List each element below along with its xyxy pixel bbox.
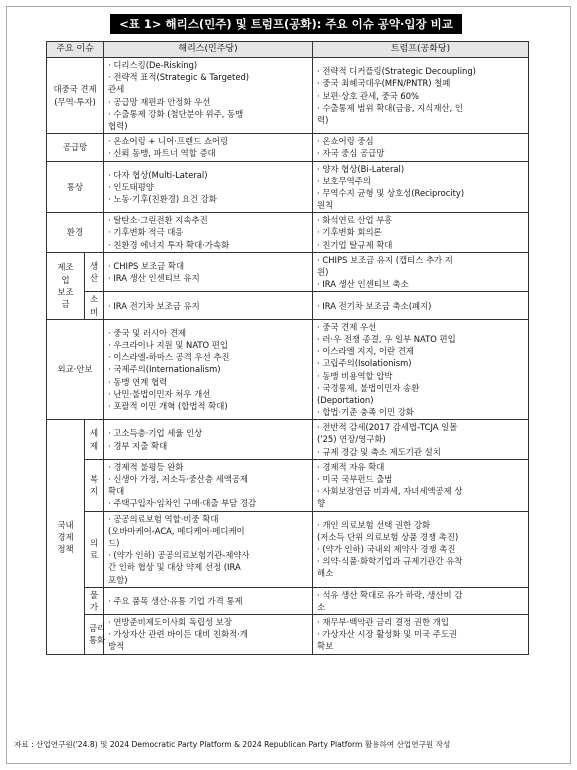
label-mfg-production (85, 252, 104, 292)
cell-line: · 재무부·백악관 금리 결정 권한 개입 (317, 617, 449, 628)
cell-line: 국내 (57, 519, 74, 530)
harris-supply (104, 134, 313, 161)
cell-line: · 신뢰 동맹, 파트너 역할 증대 (108, 148, 216, 159)
cell-line: · 보편·상호 관세, 중국 60% (317, 90, 419, 101)
cell-line: · 가상자산 시장 활성화 및 미국 주도권 (317, 629, 458, 640)
cell-line: · 온쇼어링 중심 (317, 136, 374, 147)
label-medical: 의료 (85, 511, 104, 587)
header-trump: 트럼프(공화당) (313, 42, 529, 58)
cell-line: 통화 (89, 635, 106, 646)
cell-line: 환경 (66, 227, 84, 238)
cell-line: · 무역수지 균형 및 상호성(Reciprocity) (317, 187, 465, 198)
cell-line: · 석유 생산 확대로 유가 하락, 생산비 감 (317, 589, 463, 600)
cell-line: 산 (89, 273, 99, 284)
trump-mfg-production (313, 252, 529, 292)
cell-line: · 포괄적 이민 개혁 (합법적 확대) (108, 401, 228, 412)
cell-line: 원칙 (317, 200, 334, 211)
row-security (47, 319, 529, 420)
harris-mfg-production (104, 252, 313, 292)
cell-line: · 탈탄소·그린전환 지속추진 (108, 215, 208, 226)
trump-finance (313, 615, 529, 655)
header-issue: 주요 이슈 (47, 42, 104, 58)
row-env (47, 213, 529, 253)
cell-line: · IRA 전기차 보조금 유지 (108, 300, 200, 311)
label-supply (47, 134, 104, 161)
cell-line: · IRA 전기차 보조금 축소(폐지) (317, 300, 432, 311)
cell-line: · 양자 협상(Bi-Lateral) (317, 163, 405, 174)
harris-prices (104, 587, 313, 614)
cell-line: (저소득 단위 의료보험 상품 경쟁 촉진) (317, 531, 459, 542)
cell-line: 보조 (57, 286, 74, 297)
trump-tax (313, 420, 529, 460)
cell-line: · 수출통제 범위 확대(금융, 지식재산, 인 (317, 102, 463, 113)
trump-welfare (313, 459, 529, 511)
row-mfg-production (47, 252, 529, 292)
cell-line: · (약가 인하) 공공의료보험기관-제약사 (108, 550, 250, 561)
trump-env (313, 213, 529, 253)
cell-line: 비 (89, 306, 99, 317)
cell-line: · 중국 최혜국대우(MFN/PNTR) 철폐 (317, 78, 451, 89)
label-domestic (47, 420, 85, 654)
cell-line: 공급망 (62, 142, 88, 153)
cell-line: · 다자 협상(Multi-Lateral) (108, 169, 208, 180)
cell-line: (Deportation) (317, 394, 374, 405)
cell-line: 생 (89, 260, 99, 271)
trump-security (313, 319, 529, 420)
cell-line: 대중국 견제 (53, 84, 97, 95)
cell-line: 포함) (108, 574, 128, 585)
harris-security (104, 319, 313, 420)
label-mfg (47, 252, 85, 319)
label-trade (47, 161, 104, 213)
harris-trade (104, 161, 313, 213)
cell-line: 경제 (57, 531, 74, 542)
cell-line: 금 (61, 299, 70, 310)
label-finance (85, 615, 104, 655)
trump-supply (313, 134, 529, 161)
cell-line: 외교·안보 (57, 364, 93, 375)
cell-line: 간 인하 협상 및 대상 약제 선정 (IRA (108, 562, 241, 573)
cell-line: · 국제주의(Internationalism) (108, 364, 221, 375)
cell-line: 금리 (89, 623, 106, 634)
cell-line: · 온쇼어링 + 니어·프렌드 쇼어링 (108, 136, 229, 147)
cell-line: 통상 (66, 181, 84, 192)
cell-line: · 전반적 감세(2017 감세법-TCJA 일몰 (317, 422, 458, 433)
cell-line: · IRA 생산 인센티브 축소 (317, 279, 409, 290)
harris-env (104, 213, 313, 253)
trump-medical (313, 511, 529, 587)
cell-line: · 중국 및 러시아 견제 (108, 327, 187, 338)
cell-line: · 사회보장연금 비과세, 자녀세액공제 상 (317, 486, 463, 497)
trump-mfg-consumption (313, 292, 529, 319)
cell-line: · 경제적 불평등 완화 (108, 461, 184, 472)
header-row (47, 42, 529, 58)
label-mfg-consumption (85, 292, 104, 319)
row-mfg-consumption (47, 292, 529, 319)
cell-line: 업 (61, 274, 70, 285)
trump-china (313, 58, 529, 134)
cell-line: 정책 (57, 544, 74, 555)
cell-line: · 가상자산 관련 바이든 대비 친화적·개 (108, 629, 249, 640)
cell-line: (무역·투자) (54, 96, 96, 107)
row-trade (47, 161, 529, 213)
cell-line: 협력) (108, 120, 128, 131)
cell-line: · 자국 중심 공급망 (317, 148, 385, 159)
cell-line: · 기후변화 적극 대응 (108, 227, 184, 238)
cell-line: · CHIPS 보조금 확대 (108, 260, 185, 271)
cell-line: 향 (317, 498, 326, 509)
cell-line: · 수출통제 강화 (첨단분야 위주, 동맹 (108, 108, 244, 119)
cell-line: 관세 (108, 84, 125, 95)
cell-line: · 전략적 디커플링(Strategic Decoupling) (317, 66, 476, 77)
cell-line: (오바마케어-ACA, 메디케어·메디케이 (108, 525, 245, 536)
row-domestic-tax (47, 420, 529, 460)
cell-line: · 국경통제, 불법이민자 송환 (317, 382, 420, 393)
cell-line: ('25) 연장/영구화) (317, 434, 386, 445)
cell-line: · 공공의료보험 역할·비중 확대 (108, 513, 219, 524)
cell-line: · 이스라엘 지지, 이란 견제 (317, 346, 414, 357)
row-supply (47, 134, 529, 161)
cell-line: · 연방준비제도이사회 독립성 보장 (108, 617, 232, 628)
cell-line: · 공급망 재편과 안정화 우선 (108, 96, 211, 107)
label-env (47, 213, 104, 253)
cell-line: · 합법·기준 충족 이민 강화 (317, 407, 414, 418)
trump-prices (313, 587, 529, 614)
cell-line: · 의약·식품·화학기업과 규제기관간 유착 (317, 556, 463, 567)
cell-line: 원) (317, 267, 329, 278)
cell-line: 확대 (108, 486, 125, 497)
cell-line: · 중국 견제 우선 (317, 321, 377, 332)
cell-line: · 기후변화 회의론 (317, 227, 382, 238)
cell-line: · (약가 인하) 국내외 제약사 경쟁 촉진 (317, 544, 456, 555)
cell-line: 력) (317, 114, 329, 125)
cell-line: · 경제적 자유 확대 (317, 461, 385, 472)
cell-line: · IRA 생산 인센티브 유지 (108, 273, 200, 284)
cell-line: · 전략적 표적(Strategic & Targeted) (108, 72, 250, 83)
cell-line: · 동맹 비용역할 압박 (317, 370, 393, 381)
harris-tax (104, 420, 313, 460)
cell-line: · 고소득층·기업 세율 인상 (108, 428, 203, 439)
cell-line: · 고립주의(Isolationism) (317, 358, 412, 369)
row-domestic-medical (47, 511, 529, 587)
cell-line: · 디리스킹(De-Risking) (108, 60, 198, 71)
cell-line: · 화석연료 산업 부흥 (317, 215, 393, 226)
cell-line: 소 (89, 294, 99, 305)
harris-welfare (104, 459, 313, 511)
row-domestic-finance (47, 615, 529, 655)
cell-line: · 규제 경감 및 축소 제도기관 설치 (317, 446, 441, 457)
cell-line: 해소 (317, 568, 334, 579)
trump-trade (313, 161, 529, 213)
row-china (47, 58, 529, 134)
label-china (47, 58, 104, 134)
harris-mfg-consumption (104, 292, 313, 319)
cell-line: 소 (317, 601, 326, 612)
cell-line: · 경부 지출 확대 (108, 440, 168, 451)
cell-line: · 보호무역주의 (317, 175, 371, 186)
cell-line: · 주요 품목 생산·유통 기업 가격 통제 (108, 595, 243, 606)
cell-line: · 친환경 에너지 투자 확대·가속화 (108, 239, 230, 250)
cell-line: · 주택구입자·임차인 구매·대출 부담 경감 (108, 498, 257, 509)
cell-line: 드) (108, 537, 120, 548)
harris-medical (104, 511, 313, 587)
cell-line: 확보 (317, 641, 334, 652)
cell-line: · 노동·기후(친환경) 요건 강화 (108, 194, 217, 205)
harris-china (104, 58, 313, 134)
cell-line: · 난민·불법이민자 처우 개선 (108, 388, 211, 399)
header-harris: 해리스(민주당) (104, 42, 313, 58)
comparison-table (46, 41, 529, 655)
row-domestic-prices (47, 587, 529, 614)
cell-line: · 신생아 가정, 저소득·중산층 세액공제 (108, 474, 249, 485)
cell-line: · 러·우 전쟁 종결, 우 일부 NATO 편입 (317, 333, 456, 344)
table-title: <표 1> 해리스(민주) 및 트럼프(공화): 주요 이슈 공약·입장 비교 (110, 14, 462, 34)
cell-line: · 인도태평양 (108, 181, 154, 192)
cell-line: · 개인 의료보험 선택 권한 강화 (317, 519, 431, 530)
cell-line: · 미국 국부펀드 출범 (317, 474, 393, 485)
cell-line: · 동맹 연계 협력 (108, 376, 168, 387)
source-note: 자료 : 산업연구원('24.8) 및 2024 Democratic Party Platform & 2024 Republican Party Platform 활용하여 산업연구원 작성 (14, 740, 451, 749)
label-tax: 세제 (85, 420, 104, 460)
harris-finance (104, 615, 313, 655)
cell-line: · CHIPS 보조금 유지 (캡티스 추가 지 (317, 254, 453, 265)
label-welfare: 복지 (85, 459, 104, 511)
label-security (47, 319, 104, 420)
cell-line: · 이스라엘-하마스 공격 우선 추진 (108, 352, 230, 363)
row-domestic-welfare (47, 459, 529, 511)
cell-line: 제조 (57, 262, 74, 273)
cell-line: 방적 (108, 641, 125, 652)
cell-line: · 친기업 탈규제 확대 (317, 239, 393, 250)
cell-line: · 우크라이나 지원 및 NATO 편입 (108, 340, 228, 351)
label-prices: 물가 (85, 587, 104, 614)
